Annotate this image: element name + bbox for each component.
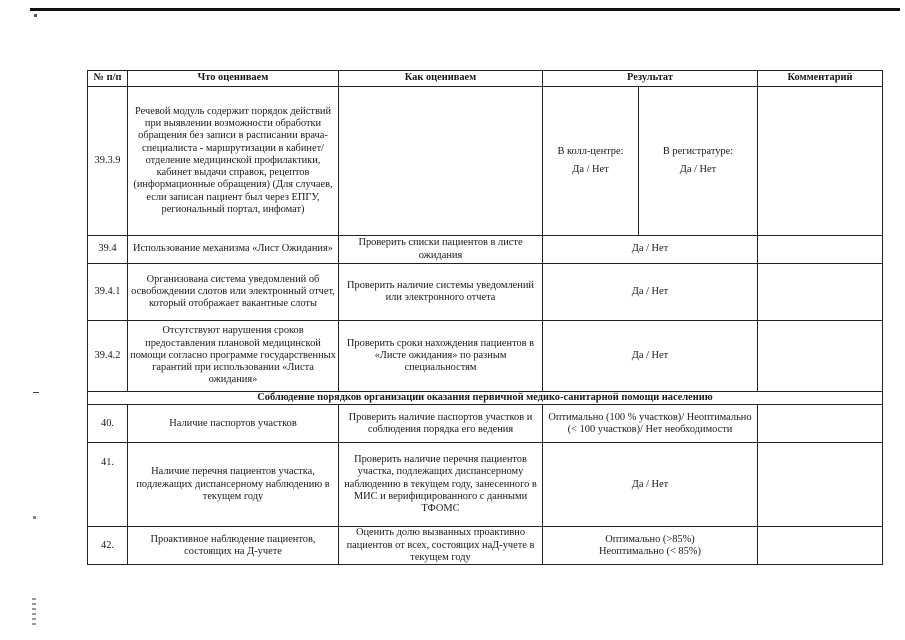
row-how: Проверить наличие паспортов участков и соблюдения порядка его ведения xyxy=(339,405,543,443)
table-header-row xyxy=(88,71,883,87)
row-comment xyxy=(758,264,883,321)
table-row xyxy=(88,405,883,443)
result-line: Оптимально (>85%) xyxy=(605,533,695,545)
result-registry-label: В регистратуре: xyxy=(662,145,734,157)
table-row xyxy=(88,527,883,565)
row-result: Да / Нет xyxy=(543,236,758,264)
row-num: 41. xyxy=(88,443,128,527)
scan-speck xyxy=(34,14,37,17)
top-rule xyxy=(30,8,900,11)
row-how: Оценить долю вызванных проактивно пациентов от всех, состоящих наД-учете в текущем году xyxy=(339,527,543,565)
row-num: 39.4.2 xyxy=(88,321,128,392)
row-what: Наличие паспортов участков xyxy=(128,405,339,443)
table-row xyxy=(88,443,883,527)
row-what: Проактивное наблюдение пациентов, состоящих на Д-учете xyxy=(128,527,339,565)
row-what: Отсутствуют нарушения сроков предоставления плановой медицинской помощи согласно программе государственных гарантий при использовании «Листа ожидания» xyxy=(128,321,339,392)
row-num: 39.3.9 xyxy=(88,87,128,236)
row-what: Наличие перечня пациентов участка, подлежащих диспансерному наблюдению в текущем году xyxy=(128,443,339,527)
row-what: Использование механизма «Лист Ожидания» xyxy=(128,236,339,264)
row-comment xyxy=(758,87,883,236)
assessment-table xyxy=(87,70,883,565)
scan-speck xyxy=(33,516,36,519)
row-num: 39.4 xyxy=(88,236,128,264)
row-comment xyxy=(758,527,883,565)
result-callcenter-label: В колл-центре: xyxy=(557,145,624,157)
scan-speck xyxy=(32,598,36,626)
row-comment xyxy=(758,236,883,264)
row-num: 39.4.1 xyxy=(88,264,128,321)
row-result: Да / Нет xyxy=(543,264,758,321)
row-comment xyxy=(758,321,883,392)
table-row xyxy=(88,236,883,264)
section-row xyxy=(88,392,883,405)
row-how: Проверить наличие системы уведомлений или электронного отчета xyxy=(339,264,543,321)
row-how xyxy=(339,87,543,236)
row-result: Да / Нет xyxy=(543,443,758,527)
result-callcenter-value: Да / Нет xyxy=(572,164,609,175)
row-comment xyxy=(758,405,883,443)
row-result: Да / Нет xyxy=(543,321,758,392)
row-how: Проверить списки пациентов в листе ожидания xyxy=(339,236,543,264)
row-num: 40. xyxy=(88,405,128,443)
header-num: № п/п xyxy=(88,71,128,87)
row-comment xyxy=(758,443,883,527)
row-what: Речевой модуль содержит порядок действий при выявлении возможности обработки обращения без записи в расписании врача-специалиста - маршрутизации в кабинет/отделение медицинской профилактики, кабинет выдачи справок, рецептов (информационные обращения) (Для случаев, если записан пациент был через ЕПГУ, региональный портал, инфомат) xyxy=(128,87,339,236)
table-row xyxy=(88,264,883,321)
header-how: Как оцениваем xyxy=(339,71,543,87)
row-how: Проверить наличие перечня пациентов участка, подлежащих диспансерному наблюдению в текущем году, занесенного в МИС и верифицированного с данными ТФОМС xyxy=(339,443,543,527)
row-how: Проверить сроки нахождения пациентов в «Листе ожидания» по разным специальностям xyxy=(339,321,543,392)
header-what: Что оцениваем xyxy=(128,71,339,87)
table-row xyxy=(88,87,883,236)
section-title: Соблюдение порядков организации оказания первичной медико-санитарной помощи населению xyxy=(88,392,883,405)
row-num: 42. xyxy=(88,527,128,565)
header-comment: Комментарий xyxy=(758,71,883,87)
header-result: Результат xyxy=(543,71,758,87)
result-line: Неоптимально (< 85%) xyxy=(599,545,701,557)
row-what: Организована система уведомлений об освобождении слотов или электронный отчет, который отображает вакантные слоты xyxy=(128,264,339,321)
result-registry-value: Да / Нет xyxy=(679,164,717,175)
row-result xyxy=(543,527,758,565)
scan-speck xyxy=(33,392,39,393)
row-result: Оптимально (100 % участков)/ Неоптимально (< 100 участков)/ Нет необходимости xyxy=(543,405,758,443)
result-registry xyxy=(639,87,758,236)
table-row xyxy=(88,321,883,392)
result-callcenter xyxy=(543,87,639,236)
